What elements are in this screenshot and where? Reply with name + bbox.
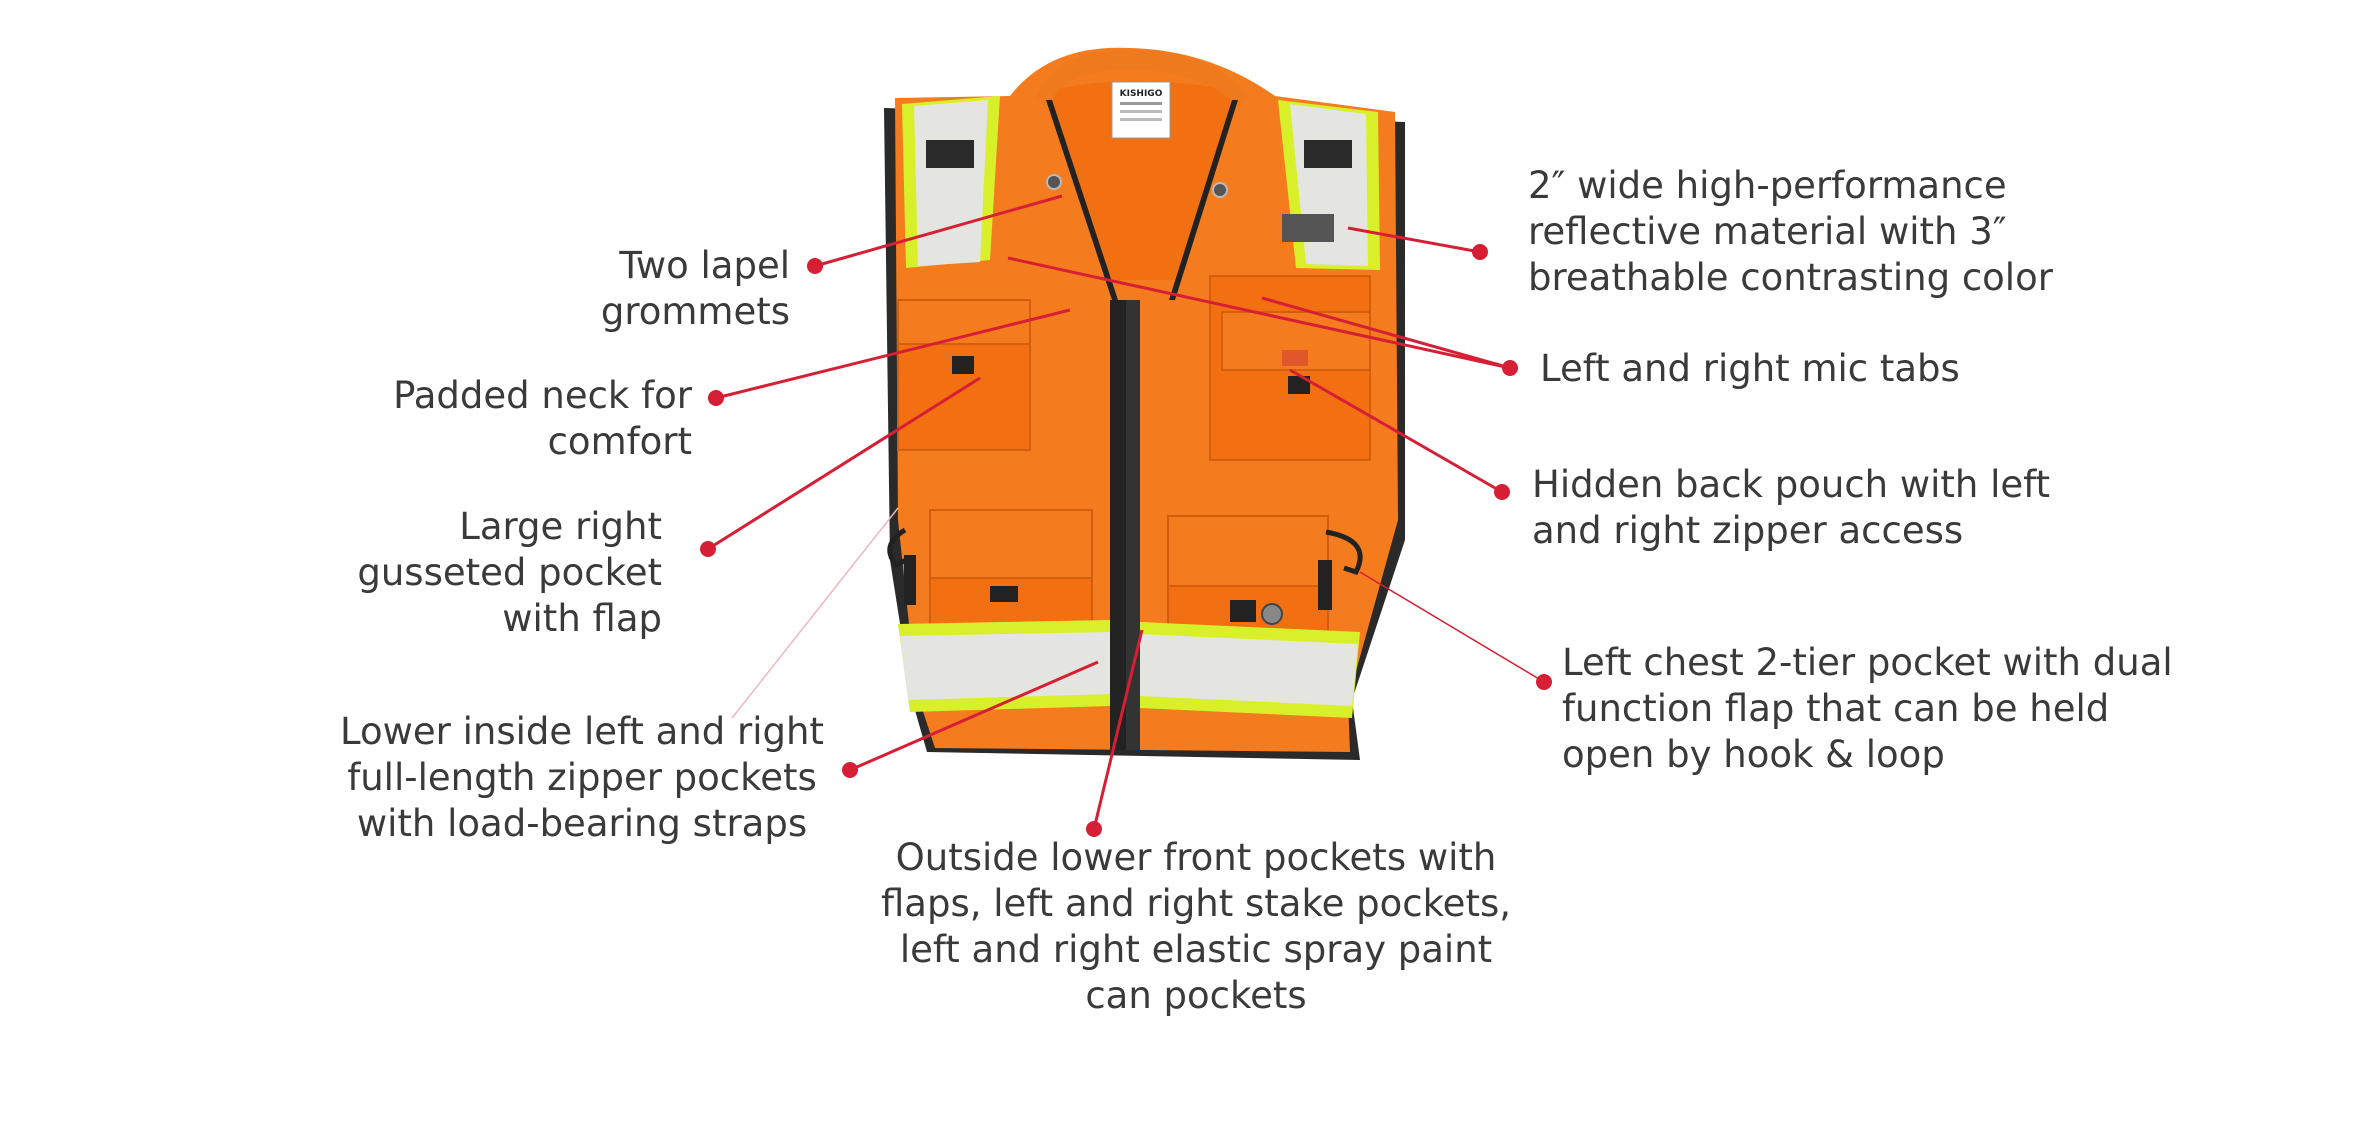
callout-reflective-material: 2″ wide high-performance reflective material with 3″ breathable contrasting color: [1528, 164, 2053, 299]
callout-gusseted-pocket: Large right gusseted pocket with flap: [357, 505, 662, 640]
callout-zipper-pockets: Lower inside left and right full-length zipper pockets with load-bearing straps: [340, 710, 824, 845]
leader-reflective-material: [1348, 228, 1480, 252]
brand-logo-text: KISHIGO: [1119, 89, 1163, 99]
callout-dot: [1536, 674, 1552, 690]
leader-mic-tabs-a: [1008, 258, 1510, 368]
leader-chest-pocket: [1360, 572, 1544, 682]
callout-dot: [700, 541, 716, 557]
callout-lapel-grommets: Two lapel grommets: [600, 244, 790, 333]
callout-mic-tabs: Left and right mic tabs: [1540, 347, 1960, 390]
callout-dot: [807, 258, 823, 274]
leader-lower-front-pockets: [1094, 630, 1142, 829]
callout-lower-front-pockets: Outside lower front pockets with flaps, left and right stake pockets, left and right elastic spray paint can pockets: [881, 836, 1511, 1017]
leader-back-pouch: [1290, 370, 1502, 492]
leader-zipper-pockets: [850, 662, 1098, 770]
leader-gusseted-pocket: [708, 378, 980, 549]
callout-back-pouch: Hidden back pouch with left and right zipper access: [1532, 463, 2051, 552]
leader-mic-tabs-b: [1262, 298, 1510, 368]
callout-dot: [1472, 244, 1488, 260]
callout-padded-neck: Padded neck for comfort: [393, 374, 692, 463]
leader-lapel-grommets: [815, 196, 1062, 266]
callout-dot: [842, 762, 858, 778]
callout-chest-pocket: Left chest 2-tier pocket with dual function flap that can be held open by hook & loop: [1562, 641, 2173, 776]
callout-dot: [1502, 360, 1518, 376]
callout-dot: [1494, 484, 1510, 500]
callout-dot: [708, 390, 724, 406]
leader-faint: [732, 508, 898, 718]
